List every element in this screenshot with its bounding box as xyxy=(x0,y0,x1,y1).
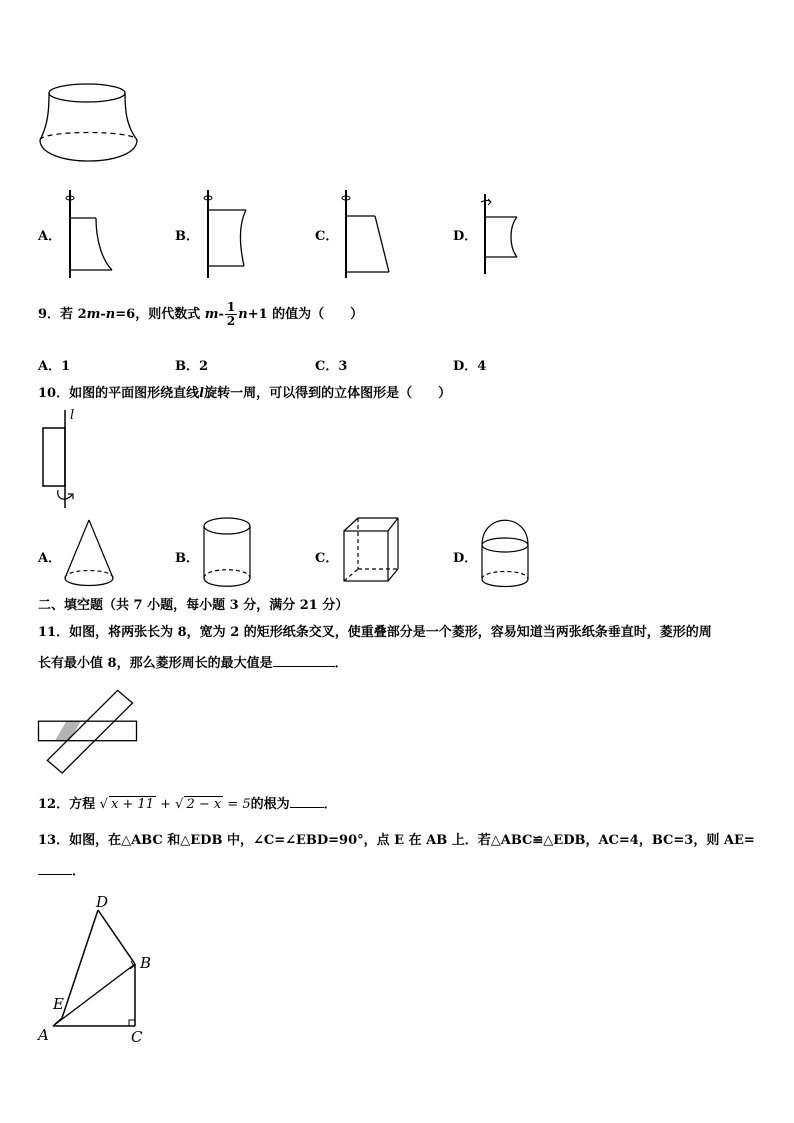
q8-option-c-label: C． xyxy=(315,229,339,244)
q13-line2 xyxy=(38,864,85,880)
q9-option-c xyxy=(315,355,347,374)
q9-option-d xyxy=(453,355,486,374)
q10-line-var: l xyxy=(199,386,205,401)
q8-option-d-label: D． xyxy=(453,229,478,244)
q9-stem-a: 若 2 xyxy=(60,307,87,322)
q13-label-e: E xyxy=(53,995,64,1013)
q11-line1-text: 如图，将两张长为 8，宽为 2 的矩形纸条交叉，使重叠部分是一个菱形，容易知道当两张纸条垂直时，菱形的周 xyxy=(69,625,712,640)
q9-option-b-letter: B． xyxy=(175,359,199,374)
q12-answer-blank[interactable] xyxy=(290,807,324,808)
q10-option-d-capped-cylinder xyxy=(478,518,532,590)
q8-option-d-figure xyxy=(475,192,535,276)
q9-option-a-value: 1 xyxy=(61,359,71,374)
q10-stem xyxy=(38,386,451,402)
q13-label-b: B xyxy=(140,954,152,972)
q11-tail: ． xyxy=(334,656,348,671)
q10-stem-a: 如图的平面图形绕直线 xyxy=(69,386,200,401)
q9-stem xyxy=(38,301,363,329)
q12-tail: 的根为 xyxy=(250,797,290,812)
q11-number: 11． xyxy=(38,625,70,640)
q12-radicand-2: 2 − x xyxy=(186,797,222,812)
q8-option-a-figure xyxy=(60,188,120,280)
q9-var-m: m xyxy=(86,307,101,322)
q12-stem-text: 方程 xyxy=(69,797,96,812)
q13-number: 13． xyxy=(38,833,70,848)
q12-plus: + xyxy=(155,797,176,812)
q9-option-b-value: 2 xyxy=(199,359,209,374)
q11-line2 xyxy=(38,656,348,672)
q13-line1 xyxy=(38,833,755,849)
q11-answer-blank[interactable] xyxy=(273,666,335,667)
q9-option-b xyxy=(175,355,208,374)
q9-option-c-letter: C． xyxy=(315,359,339,374)
q9-option-a xyxy=(38,355,70,374)
q10-option-a-cone xyxy=(62,518,116,590)
solid-figure xyxy=(30,80,150,180)
q8-option-b-figure xyxy=(198,188,258,280)
q10-option-b-cylinder xyxy=(200,515,254,591)
q9-option-d-value: 4 xyxy=(477,359,487,374)
q10-option-d-label: D． xyxy=(453,551,478,566)
q12-end: ． xyxy=(323,797,337,812)
q13-answer-blank[interactable] xyxy=(38,874,72,875)
q11-line2-text: 长有最小值 8，那么菱形周长的最大值是 xyxy=(38,656,273,671)
q9-option-c-value: 3 xyxy=(338,359,348,374)
q10-option-c-label: C． xyxy=(315,551,339,566)
q13-end: ． xyxy=(72,864,86,879)
q9-expr-m: m xyxy=(204,307,219,322)
section-heading: 二、填空题（共 7 小题，每小题 3 分，满分 21 分） xyxy=(38,598,349,613)
q8-option-c-figure xyxy=(336,188,396,280)
q10-number: 10． xyxy=(38,386,70,401)
q12-stem xyxy=(38,796,337,813)
q9-number: 9． xyxy=(38,307,61,322)
q10-figure xyxy=(38,408,88,513)
q10-stem-b: 旋转一周，可以得到的立体图形是（ ） xyxy=(204,386,452,401)
q9-option-a-letter: A． xyxy=(38,359,62,374)
q13-label-c: C xyxy=(131,1028,143,1046)
q13-label-a: A xyxy=(38,1026,49,1044)
q9-expr-tail: +1 的值为（ ） xyxy=(247,307,364,322)
q9-stem-b: =6，则代数式 xyxy=(115,307,201,322)
q10-option-c-cuboid xyxy=(340,515,404,585)
q13-line1-text: 如图，在△ABC 和△EDB 中，∠C=∠EBD=90°，点 E 在 AB 上．若△ABC≌△EDB，AC=4，BC=3，则 AE= xyxy=(69,833,755,848)
q13-label-d: D xyxy=(96,893,109,911)
q11-line1 xyxy=(38,625,712,641)
q9-var-n: n xyxy=(105,307,116,322)
q12-radicand-1: x + 11 xyxy=(110,797,154,812)
q9-frac-num: 1 xyxy=(226,300,236,314)
q9-expr-n: n xyxy=(238,307,248,322)
q10-option-a-label: A． xyxy=(38,551,62,566)
q9-expr-minus: - xyxy=(218,307,224,322)
q8-option-a-label: A． xyxy=(38,229,62,244)
q8-option-b-label: B． xyxy=(175,229,199,244)
q9-frac-den: 2 xyxy=(226,314,236,328)
q9-minus: - xyxy=(100,307,106,322)
q10-option-b-label: B． xyxy=(175,551,199,566)
q9-option-d-letter: D． xyxy=(453,359,478,374)
q12-equals: = 5 xyxy=(223,797,251,812)
q11-figure xyxy=(38,688,142,778)
q9-fraction xyxy=(225,301,237,328)
q12-number: 12． xyxy=(38,797,70,812)
q10-figure-label: l xyxy=(70,408,75,423)
q12-equation: √ x + 11 + √ 2 − x = 5 xyxy=(99,797,251,812)
